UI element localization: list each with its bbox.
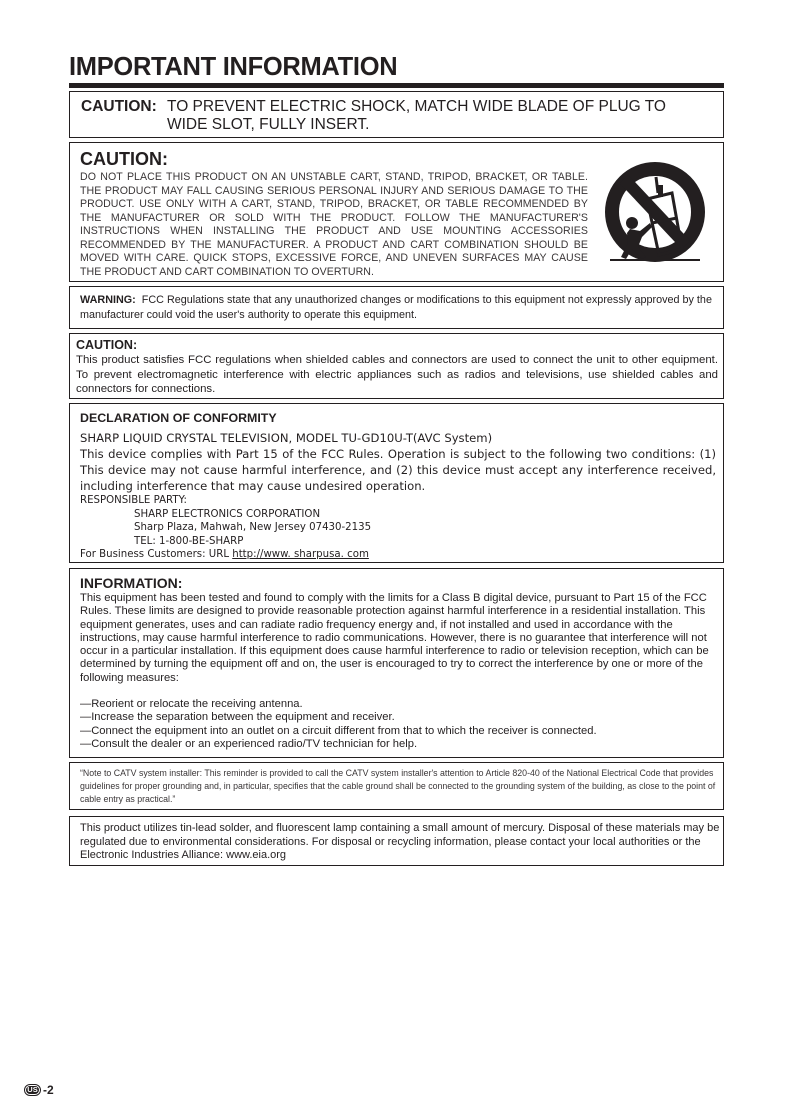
fcc-warning-paragraph [80,293,716,323]
region-badge-icon: US [24,1084,41,1096]
declaration-box [69,403,724,563]
measure-item: —Reorient or relocate the receiving antenna. [80,698,303,710]
declaration-text: This device complies with Part 15 of the FCC Rules. Operation is subject to the following two conditions: (1) This device may not cause harmful interference, and (2) this device must accept any interference received, including interference that may cause undesired operation. [80,447,716,493]
business-customers-line [80,548,371,562]
page-title: IMPORTANT INFORMATION [69,51,398,81]
declaration-heading: DECLARATION OF CONFORMITY [80,411,277,425]
cable-caution-box [69,333,724,399]
plug-caution-box [69,91,724,138]
cart-tip-over-warning-icon [602,157,708,273]
information-heading: INFORMATION: [80,575,183,591]
measure-item: —Consult the dealer or an experienced radio/TV technician for help. [80,737,418,750]
fcc-warning-label: WARNING: [80,294,136,306]
measure-item: —Connect the equipment into an outlet on a circuit different from that to which the receiver is connected. [80,724,597,737]
disposal-text: This product utilizes tin-lead solder, and fluorescent lamp containing a small amount of mercury. Disposal of these materials may be regulated due to environmental considerations. For disposal or recycling information, please contact your local authorities or the Electronic Industries Alliance: www.eia.org [80,822,720,861]
fcc-warning-text: FCC Regulations state that any unauthorized changes or modifications to this equipment not expressly approved by the manufacturer could void the user's authority to operate this equipment. [80,294,712,321]
responsible-party-company: SHARP ELECTRONICS CORPORATION [134,508,321,520]
page-footer [24,1083,54,1097]
catv-note-box [69,762,724,810]
measure-item: —Increase the separation between the equipment and receiver. [80,711,395,724]
measures-list [80,698,720,751]
information-box [69,568,724,758]
information-text: This equipment has been tested and found to comply with the limits for a Class B digital device, pursuant to Part 15 of the FCC Rules. These limits are designed to provide reasonable protection against harmful interference in a residential installation. This equipment generates, uses and can radiate radio frequency energy and, if not installed and used in accordance with the instructions, may cause harmful interference to radio communications. However, there is no guarantee that interference will not occur in a particular installation. If this equipment does cause harmful interference to radio or television reception, which can be determined by turning the equipment off and on, the user is encouraged to try to correct the interference by one or more of the following measures: [80,592,709,684]
disposal-box [69,816,724,866]
page-number: -2 [43,1083,54,1097]
business-customers-label: For Business Customers: URL [80,549,233,560]
plug-caution-label: CAUTION: [81,98,157,115]
plug-caution-text: TO PREVENT ELECTRIC SHOCK, MATCH WIDE BLADE OF PLUG TO WIDE SLOT, FULLY INSERT. [167,98,666,133]
cart-caution-heading: CAUTION: [80,149,168,169]
title-rule [69,83,724,88]
cable-caution-heading: CAUTION: [76,338,138,352]
responsible-party [80,494,371,562]
responsible-party-address: Sharp Plaza, Mahwah, New Jersey 07430-2135 [134,522,372,533]
cart-caution-box [69,142,724,282]
responsible-party-tel: TEL: 1-800-BE-SHARP [134,535,244,547]
responsible-party-label: RESPONSIBLE PARTY: [80,495,187,506]
catv-note-text: “Note to CATV system installer: This reminder is provided to call the CATV system installer's attention to Article 820-40 of the National Electrical Code that provides guidelines for proper grounding and, in particular, specifies that the cable ground shall be connected to the grounding system of the building, as close to the point of cable entry as practical.” [80,768,716,804]
sharpusa-link[interactable]: http://www. sharpusa. com [232,549,369,560]
cable-caution-text: This product satisfies FCC regulations when shielded cables and connectors are used to connect the unit to other equipment. To prevent electromagnetic interference with electric appliances such as radios and televisions, use shielded cables and connectors for connections. [76,354,718,395]
cart-caution-text: DO NOT PLACE THIS PRODUCT ON AN UNSTABLE CART, STAND, TRIPOD, BRACKET, OR TABLE. THE PRODUCT MAY FALL CAUSING SERIOUS PERSONAL INJURY AND SERIOUS DAMAGE TO THE PRODUCT. USE ONLY WITH A CART, STAND, TRIPOD, BRACKET, OR TABLE RECOMMENDED BY THE MANUFACTURER OR SOLD WITH THE PRODUCT. FOLLOW THE MANUFACTURER'S INSTRUCTIONS WHEN INSTALLING THE PRODUCT AND USE MOUNTING ACCESSORIES RECOMMENDED BY THE MANUFACTURER. A PRODUCT AND CART COMBINATION SHOULD BE MOVED WITH CARE. QUICK STOPS, EXCESSIVE FORCE, AND UNEVEN SURFACES MAY CAUSE THE PRODUCT AND CART COMBINATION TO OVERTURN. [80,171,588,278]
declaration-model-line: SHARP LIQUID CRYSTAL TELEVISION, MODEL TU-GD10U-T(AVC System) [80,431,493,445]
fcc-warning-box [69,286,724,329]
